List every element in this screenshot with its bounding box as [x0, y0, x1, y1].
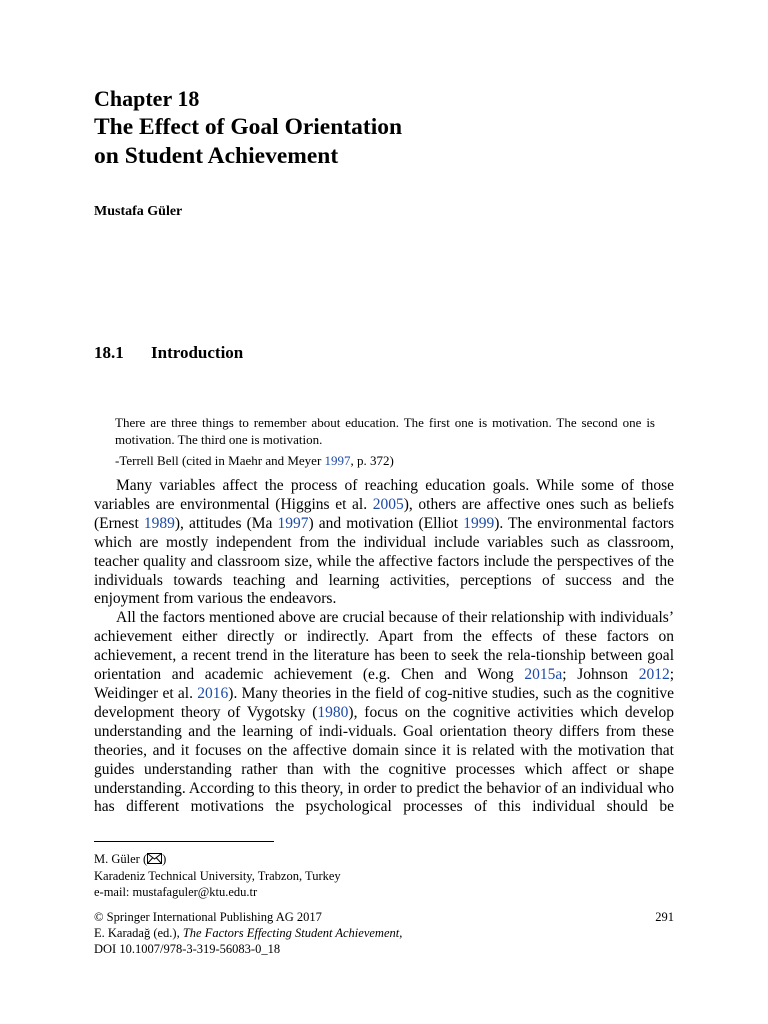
body-text — [94, 477, 674, 817]
paragraph-text: Many variables affect the process of reaching education goals. While some of those variables are environmental (Higgins et al. — [94, 477, 674, 513]
editor-text: E. Karadağ (ed.), — [94, 926, 183, 940]
chapter-label: Chapter 18 — [94, 86, 200, 111]
epigraph-quote: There are three things to remember about education. The first one is motivation. The second one is motivation. The third one is motivation. — [115, 415, 655, 447]
envelope-icon[interactable] — [147, 852, 162, 868]
footnote-email[interactable]: e-mail: mustafaguler@ktu.edu.tr — [94, 885, 258, 899]
paragraph-text: ), others are affective ones such as beliefs (Ernest — [94, 495, 674, 532]
citation-link[interactable]: 2005 — [372, 495, 404, 513]
paragraph-text: ), focus on the cognitive activities which develop understanding and the learning of indi-viduals. Goal orientation theory differs from these theories, and it focuses on the affective domain since it is related with the motivation that guides understanding rather than with the cognitive processes which affect or shape understanding. According to this theory, in order to predict the behavior of an individual who has different motivations the psychological processes of this individual should be — [94, 703, 675, 816]
author-name: Mustafa Güler — [94, 204, 183, 219]
copyright-line: © Springer International Publishing AG 2017 — [94, 910, 322, 924]
footnote-name-close: ) — [162, 852, 167, 866]
section-title: Introduction — [151, 343, 244, 362]
citation-link[interactable]: 2012 — [638, 666, 670, 684]
paragraph-text: ). Many theories in the field of cog-nitive studies, such as the cognitive development theory of Vygotsky ( — [94, 684, 674, 721]
footnote — [94, 851, 341, 900]
citation-link[interactable]: 2016 — [197, 684, 229, 702]
paragraph-text: All the factors mentioned above are crucial because of their relationship with individuals’ achievement either directly or indirectly. Apart from the effects of these factors on achievement, a recent trend in the literature has been to seek the rela-tionship between goal orientation and academic achievement (e.g. Chen and Wong — [94, 609, 674, 684]
footnote-name: M. Güler ( — [94, 852, 148, 866]
chapter-title — [94, 113, 402, 170]
citation-link[interactable]: 1989 — [143, 514, 175, 532]
epigraph-attribution — [115, 452, 655, 469]
chapter-title-line-1: The Effect of Goal Orientation — [94, 114, 403, 140]
citation-link[interactable]: 2015a — [524, 666, 563, 684]
paragraph-text: ). The environmental factors which are mostly independent from the individual include variables such as classroom, teacher quality and classroom size, while the affective factors include the perspectives of the individuals towards teaching and learning activities, perceptions of success and the enjoyment from various the endeavors. — [94, 514, 675, 608]
attribution-text: , p. 372) — [350, 453, 394, 468]
footnote-author — [94, 851, 341, 868]
page-number: 291 — [655, 910, 674, 924]
chapter-title-line-2: on Student Achievement — [94, 142, 339, 169]
citation-link[interactable]: 1980 — [317, 703, 349, 721]
paragraph-text: ) and motivation (Elliot — [308, 514, 464, 532]
paragraph-1 — [94, 477, 674, 609]
paragraph-2 — [94, 609, 674, 817]
section-heading — [94, 343, 243, 363]
doi-line[interactable]: DOI 10.1007/978-3-319-56083-0_18 — [94, 942, 281, 956]
attribution-text: -Terrell Bell (cited in Maehr and Meyer — [115, 453, 325, 468]
citation-link[interactable]: 1997 — [324, 453, 351, 468]
page-footer — [94, 909, 674, 957]
section-number: 18.1 — [94, 343, 124, 362]
paragraph-text: ), attitudes (Ma — [174, 514, 278, 532]
epigraph — [115, 414, 655, 469]
citation-link[interactable]: 1997 — [277, 514, 309, 532]
citation-link[interactable]: 1999 — [463, 514, 495, 532]
book-title: The Factors Effecting Student Achievement — [182, 926, 400, 940]
paragraph-text: ; Johnson — [562, 666, 639, 684]
footnote-affiliation: Karadeniz Technical University, Trabzon, Turkey — [94, 869, 341, 883]
editor-line — [94, 925, 674, 941]
footnote-divider — [94, 841, 274, 842]
paragraph-text: ; Weidinger et al. — [94, 666, 674, 702]
editor-text: , — [399, 926, 403, 940]
